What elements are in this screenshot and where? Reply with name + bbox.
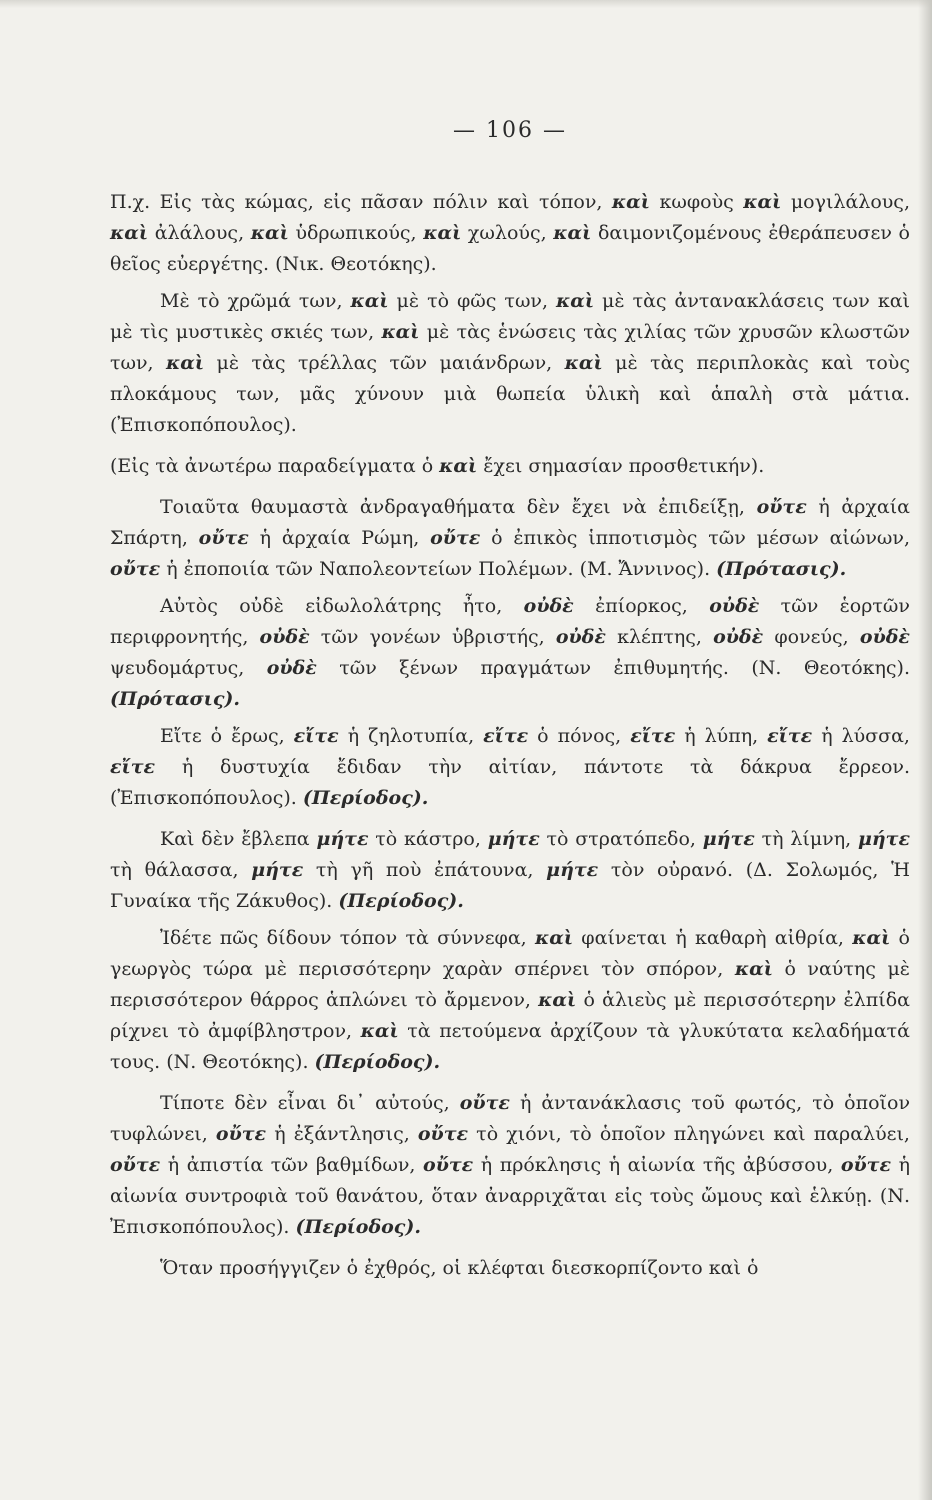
emphasized-word: οὔτε: [756, 496, 807, 518]
emphasized-word: μήτε: [857, 828, 911, 850]
paragraph-p1: [110, 187, 910, 280]
text-run: Τοιαῦτα θαυμαστὰ ἀνδραγαθήματα δὲν ἔχει νὰ ἐπιδείξῃ,: [160, 496, 757, 518]
text-run: τῶν ξένων πραγμάτων ἐπιθυμητής. (Ν. Θεοτόκης).: [316, 657, 910, 679]
scan-edge-right: [918, 0, 932, 1500]
emphasized-word: οὔτε: [417, 1123, 469, 1145]
emphasized-word: καὶ: [250, 222, 289, 244]
text-run: μογιλάλους,: [781, 191, 910, 213]
text-run: κωφοὺς: [649, 191, 744, 213]
emphasized-word: (Περίοδος).: [302, 787, 429, 809]
emphasized-word: (Περίοδος).: [295, 1216, 421, 1238]
emphasized-word: εἴτε: [767, 725, 813, 747]
text-run: δαιμονιζομένους ἐθεράπευσεν ὁ θεῖος εὐεργέτης. (Νικ. Θεοτόκης).: [110, 222, 910, 275]
text-run: τὸν οὐρανό. (Δ. Σολωμός, Ἡ Γυναίκα τῆς Ζάκυθος).: [110, 859, 910, 912]
text-run: ἡ ἐποποιία τῶν Ναπολεοντείων Πολέμων. (Μ. Ἄννινος).: [160, 558, 717, 580]
emphasized-word: μήτε: [487, 828, 540, 850]
text-run: μὲ τὰς τρέλλας τῶν μαιάνδρων,: [204, 352, 565, 374]
paragraph-p7: [110, 824, 910, 917]
emphasized-word: (Περίοδος).: [314, 1051, 441, 1073]
text-run: Π.χ. Εἰς τὰς κώμας, εἰς πᾶσαν πόλιν καὶ τόπον,: [110, 191, 612, 213]
emphasized-word: καὶ: [439, 455, 478, 477]
text-run: τὸ χιόνι, τὸ ὁποῖον πληγώνει καὶ παραλύει,: [468, 1123, 910, 1145]
text-run: ὁ πόνος,: [528, 725, 631, 747]
emphasized-word: οὐδὲ: [555, 626, 606, 648]
text-run: Ὅταν προσήγγιζεν ὁ ἐχθρός, οἱ κλέφται διεσκορπίζοντο καὶ ὁ: [160, 1257, 759, 1279]
text-run: ὁ γεωργὸς τώρα μὲ περισσότερην χαρὰν σπέρνει τὸν σπόρον,: [110, 927, 910, 980]
emphasized-word: οὔτε: [430, 527, 481, 549]
emphasized-word: καὶ: [538, 989, 577, 1011]
text-run: τὴ θάλασσα,: [110, 859, 252, 881]
paragraph-p5: [110, 591, 910, 715]
text-run: μὲ τὰς ἀντανακλάσεις των καὶ μὲ τὶς μυστικὲς σκιές των,: [110, 290, 910, 343]
emphasized-word: οὐδὲ: [259, 626, 310, 648]
emphasized-word: (Περίοδος).: [338, 890, 464, 912]
paragraph-p3: [110, 451, 910, 482]
text-run: μὲ τὰς ἑνώσεις τὰς χιλίας τῶν χρυσῶν κλωστῶν των,: [110, 321, 910, 374]
emphasized-word: οὐδὲ: [266, 657, 317, 679]
text-run: κλέπτης,: [605, 626, 714, 648]
emphasized-word: οὐδὲ: [859, 626, 910, 648]
emphasized-word: οὔτε: [110, 1154, 161, 1176]
text-run: ἐπίορκος,: [573, 595, 710, 617]
text-run: ἀλάλους,: [148, 222, 251, 244]
text-run: ἡ λύπη,: [675, 725, 768, 747]
page-number: — 106 —: [453, 118, 567, 143]
text-run: Εἴτε ὁ ἔρως,: [160, 725, 294, 747]
text-run: (Εἰς τὰ ἀνωτέρω παραδείγματα ὁ: [110, 455, 440, 477]
text-run: ἡ ἀπιστία τῶν βαθμίδων,: [160, 1154, 424, 1176]
text-run: ὁ ἁλιεὺς μὲ περισσότερην ἐλπίδα ρίχνει τὸ ἀμφίβληστρον,: [110, 989, 910, 1042]
paragraph-p2: [110, 286, 910, 441]
emphasized-word: (Πρότασις).: [110, 688, 241, 710]
emphasized-word: καὶ: [611, 191, 650, 213]
paragraph-p4: [110, 492, 910, 585]
emphasized-word: οὔτε: [459, 1092, 510, 1114]
emphasized-word: (Πρότασις).: [716, 558, 847, 580]
text-run: ἡ αἰωνία συντροφιὰ τοῦ θανάτου, ὅταν ἀναρριχᾶται εἰς τοὺς ὤμους καὶ ἑλκύῃ. (Ν. Ἐπισκοπόπουλος).: [110, 1154, 910, 1238]
emphasized-word: καὶ: [360, 1020, 399, 1042]
scan-edge-top: [0, 0, 932, 8]
text-run: μὲ τὸ φῶς των,: [388, 290, 557, 312]
text-run: ἡ ἀντανάκλασις τοῦ φωτός, τὸ ὁποῖον τυφλώνει,: [110, 1092, 910, 1145]
emphasized-word: καὶ: [734, 958, 773, 980]
text-run: ὁ ἐπικὸς ἱπποτισμὸς τῶν μέσων αἰώνων,: [480, 527, 910, 549]
emphasized-word: καὶ: [350, 290, 389, 312]
text-run: ἡ ἐξάντλησις,: [266, 1123, 418, 1145]
emphasized-word: οὔτε: [840, 1154, 892, 1176]
emphasized-word: οὐδὲ: [523, 595, 574, 617]
text-run: ἡ ζηλοτυπία,: [338, 725, 484, 747]
emphasized-word: οὐδὲ: [713, 626, 764, 648]
text-run: τῶν ἑορτῶν περιφρονητής,: [110, 595, 910, 648]
text-run: Αὐτὸς οὐδὲ εἰδωλολάτρης ἦτο,: [160, 595, 524, 617]
emphasized-word: οὔτε: [423, 1154, 474, 1176]
text-run: τῶν γονέων ὑβριστής,: [309, 626, 556, 648]
emphasized-word: οὔτε: [215, 1123, 267, 1145]
emphasized-word: καὶ: [110, 222, 149, 244]
paragraph-p8: [110, 923, 910, 1078]
text-run: Ἰδέτε πῶς δίδουν τόπον τὰ σύννεφα,: [160, 927, 535, 949]
emphasized-word: εἴτε: [630, 725, 676, 747]
emphasized-word: καὶ: [556, 290, 595, 312]
paragraph-p9: [110, 1088, 910, 1243]
text-run: τὸ κάστρο,: [368, 828, 488, 850]
emphasized-word: οὐδὲ: [709, 595, 760, 617]
emphasized-word: καὶ: [743, 191, 782, 213]
text-run: ἡ λύσσα,: [812, 725, 910, 747]
text-run: Καὶ δὲν ἔβλεπα: [160, 828, 317, 850]
emphasized-word: εἴτε: [483, 725, 529, 747]
text-run: χωλούς,: [461, 222, 554, 244]
text-run: τὸ στρατόπεδο,: [539, 828, 703, 850]
text-run: ὁ ναύτης μὲ περισσότερον θάρρος ἁπλώνει τὸ ἄρμενον,: [110, 958, 910, 1011]
text-run: Μὲ τὸ χρῶμά των,: [160, 290, 351, 312]
text-run: Τίποτε δὲν εἶναι δι᾿ αὐτούς,: [160, 1092, 460, 1114]
text-run: φονεύς,: [763, 626, 860, 648]
text-run: ἔχει σημασίαν προσθετικήν).: [477, 455, 765, 477]
emphasized-word: καὶ: [166, 352, 205, 374]
emphasized-word: καὶ: [534, 927, 574, 949]
text-run: τὴ γῆ ποὺ ἐπάτουνα,: [303, 859, 547, 881]
emphasized-word: οὔτε: [110, 558, 161, 580]
emphasized-word: καὶ: [553, 222, 592, 244]
emphasized-word: καὶ: [564, 352, 603, 374]
text-run: ἡ δυστυχία ἔδιδαν τὴν αἰτίαν, πάντοτε τὰ δάκρυα ἔρρεον. (Ἐπισκοπόπουλος).: [110, 756, 910, 809]
text-run: τὰ πετούμενα ἀρχίζουν τὰ γλυκύτατα κελαδήματά τους. (Ν. Θεοτόκης).: [110, 1020, 910, 1073]
emphasized-word: καὶ: [381, 321, 420, 343]
emphasized-word: μήτε: [316, 828, 369, 850]
text-run: ἡ ἀρχαία Σπάρτη,: [110, 496, 910, 549]
emphasized-word: μήτε: [702, 828, 755, 850]
emphasized-word: καὶ: [852, 927, 891, 949]
paragraph-p10: [110, 1253, 910, 1284]
emphasized-word: οὔτε: [198, 527, 249, 549]
emphasized-word: εἴτε: [110, 756, 156, 778]
emphasized-word: εἴτε: [293, 725, 339, 747]
emphasized-word: μήτε: [251, 859, 304, 881]
paragraph-p6: [110, 721, 910, 814]
text-body: [110, 187, 910, 1284]
text-run: ὑδρωπικούς,: [288, 222, 424, 244]
text-run: ἡ ἀρχαία Ρώμη,: [248, 527, 431, 549]
text-run: τὴ λίμνη,: [754, 828, 858, 850]
emphasized-word: καὶ: [423, 222, 462, 244]
book-page: [110, 118, 910, 1290]
text-run: ψευδομάρτυς,: [110, 657, 267, 679]
text-run: φαίνεται ἡ καθαρὴ αἰθρία,: [573, 927, 853, 949]
text-run: μὲ τὰς περιπλοκὰς καὶ τοὺς πλοκάμους των, μᾶς χύνουν μιὰ θωπεία ὑλικὴ καὶ ἁπαλὴ στὰ μάτια. (Ἐπισκοπόπουλος).: [110, 352, 910, 436]
emphasized-word: μήτε: [546, 859, 599, 881]
text-run: ἡ πρόκλησις ἡ αἰωνία τῆς ἀβύσσου,: [473, 1154, 841, 1176]
